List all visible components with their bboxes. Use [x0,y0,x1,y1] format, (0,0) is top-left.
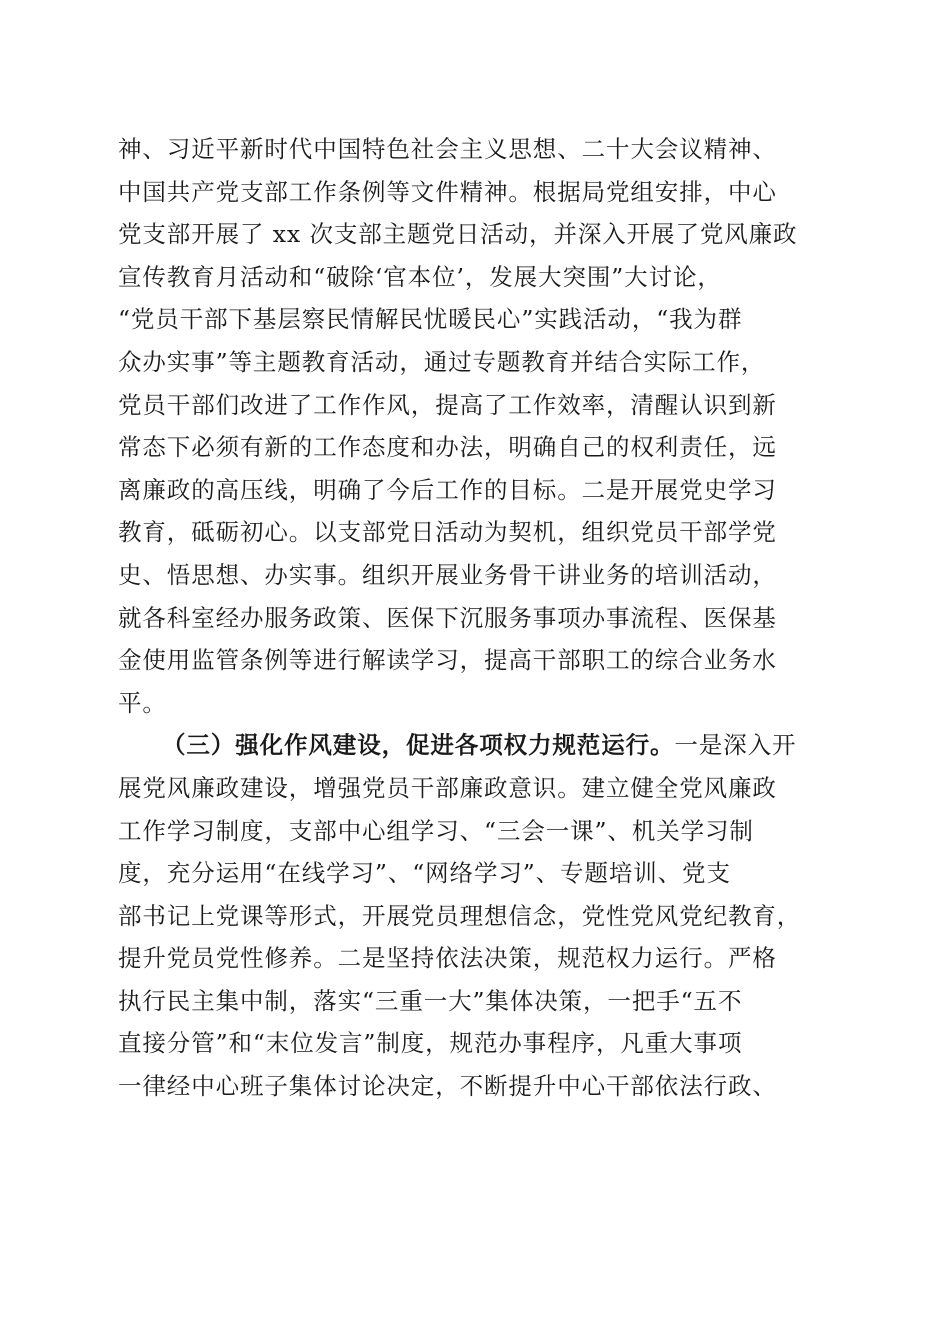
text-line: 党员干部们改进了工作作风，提高了工作效率，清醒认识到新 [118,390,777,419]
text-line: 史、悟思想、办实事。组织开展业务骨干讲业务的培训活动， [118,560,777,589]
text-line: 众办实事”等主题教育活动，通过专题教育并结合实际工作， [118,347,766,376]
text-line: 神、习近平新时代中国特色社会主义思想、二十大会议精神、 [118,135,777,163]
text-line: 平。 [118,688,167,717]
text-line: 教育，砥砺初心。以支部党日活动为契机，组织党员干部学党 [118,518,777,547]
section-3-first-line [118,724,838,767]
body-text [118,128,838,1108]
text-line: 执行民主集中制，落实“三重一大”集体决策，一把手“五不 [118,986,743,1015]
text-line: 金使用监管条例等进行解读学习，提高干部职工的综合业务水 [118,646,777,675]
section-3-first-line-rest: 一是深入开 [674,731,797,760]
text-line: 度，充分运用“在线学习”、“网络学习”、专题培训、党支 [118,859,731,888]
text-line: 工作学习制度，支部中心组学习、“三会一课”、机关学习制 [118,816,754,845]
text-line: 中国共产党支部工作条例等文件精神。根据局党组安排，中心 [118,177,777,206]
text-line: 部书记上党课等形式，开展党员理想信念，党性党风党纪教育， [118,901,802,930]
text-line: 直接分管”和“末位发言”制度，规范办事程序，凡重大事项 [118,1029,743,1058]
text-line: 展党风廉政建设，增强党员干部廉政意识。建立健全党风廉政 [118,773,777,802]
text-line: 一律经中心班子集体讨论决定，不断提升中心干部依法行政、 [118,1072,777,1101]
text-line: 党支部开展了 xx 次支部主题党日活动，并深入开展了党风廉政 [118,220,798,249]
text-line: 宣传教育月活动和“破除‘官本位’，发展大突围”大讨论， [118,262,722,291]
text-line: “党员干部下基层察民情解民忧暖民心”实践活动，“我为群 [118,305,743,334]
text-line: 就各科室经办服务政策、医保下沉服务事项办事流程、医保基 [118,603,777,632]
text-line: 常态下必须有新的工作态度和办法，明确自己的权利责任，远 [118,433,777,462]
text-line: 离廉政的高压线，明确了今后工作的目标。二是开展党史学习 [118,475,777,504]
text-line: 提升党员党性修养。二是坚持依法决策，规范权力运行。严格 [118,944,777,973]
section-3-heading: （三）强化作风建设，促进各项权力规范运行。 [162,731,675,760]
